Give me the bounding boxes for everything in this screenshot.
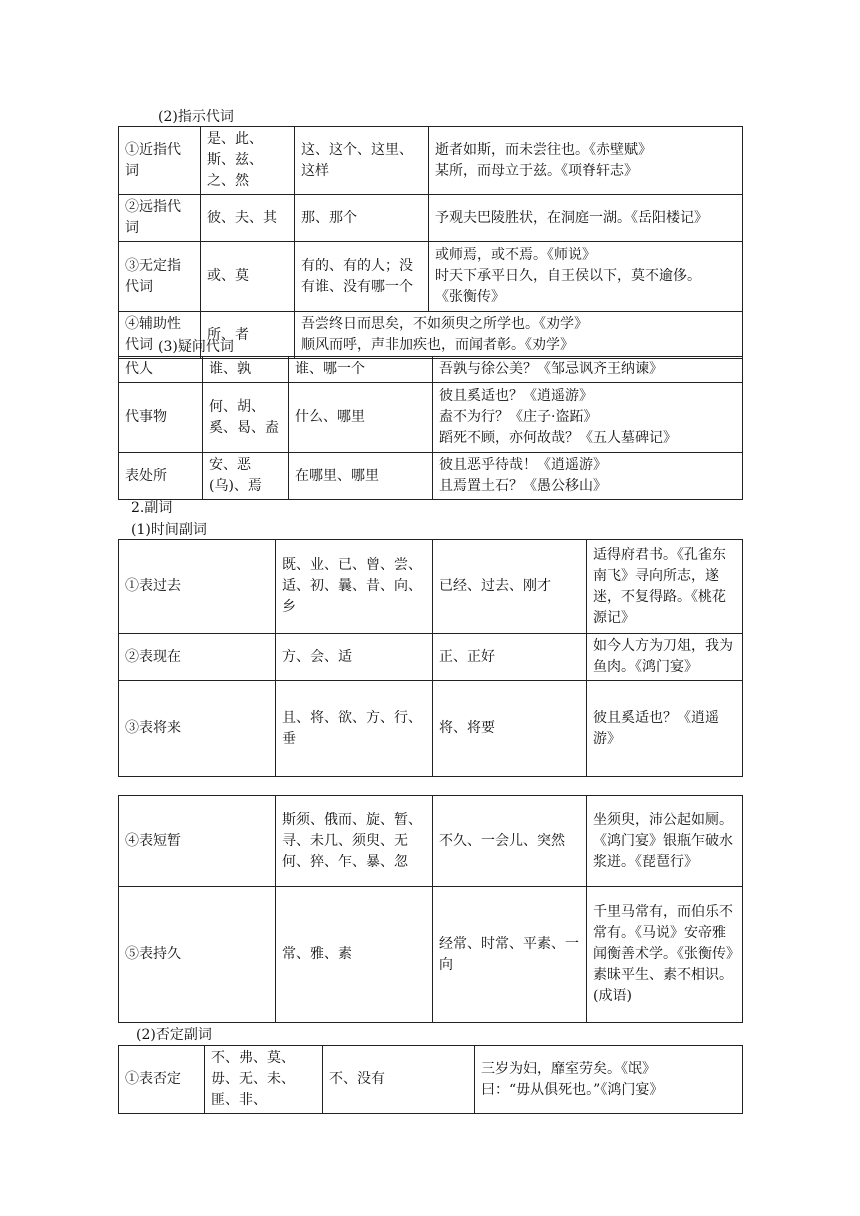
table-row (119, 1046, 743, 1114)
cell-examples: 彼且奚适也？《逍遥游》 (587, 681, 743, 777)
table-row (119, 383, 743, 453)
table-time-adverbs-part2 (118, 795, 743, 1023)
cell-examples: 坐须臾，沛公起如厕。《鸿门宴》银瓶乍破水浆迸。《琵琶行》 (587, 796, 743, 887)
cell-examples: 逝者如斯，而未尝往也。《赤壁赋》 某所，而母立于兹。《项脊轩志》 (429, 127, 743, 195)
cell-meaning: 正、正好 (433, 634, 587, 681)
cell-type: ②表现在 (119, 634, 276, 681)
cell-words: 谁、孰 (203, 357, 289, 383)
cell-words: 且、将、欲、方、行、垂 (276, 681, 433, 777)
section-heading-interrogative: (3)疑问代词 (158, 339, 234, 355)
cell-meaning: 谁、哪一个 (289, 357, 433, 383)
cell-words: 斯须、俄而、旋、暂、寻、未几、须臾、无何、猝、乍、暴、忽 (276, 796, 433, 887)
cell-meaning: 将、将要 (433, 681, 587, 777)
cell-words: 常、雅、素 (276, 887, 433, 1023)
table-interrogative-pronouns (118, 356, 743, 500)
cell-type: ①表过去 (119, 540, 276, 634)
cell-examples: 三岁为妇，靡室劳矣。《氓》 曰：“毋从俱死也。”《鸿门宴》 (475, 1046, 743, 1114)
cell-words: 安、恶(乌)、焉 (203, 453, 289, 500)
table-demonstrative-pronouns (118, 126, 743, 359)
table-row (119, 127, 743, 195)
cell-examples: 千里马常有，而伯乐不常有。《马说》安帝雅闻衡善术学。《张衡传》素昧平生、素不相识。(成语) (587, 887, 743, 1023)
cell-meaning: 不、没有 (323, 1046, 475, 1114)
cell-examples: 如今人方为刀俎，我为鱼肉。《鸿门宴》 (587, 634, 743, 681)
cell-type: ⑤表持久 (119, 887, 276, 1023)
cell-meaning: 这、这个、这里、这样 (295, 127, 429, 195)
cell-type: ④辅助性代词 (119, 312, 201, 359)
section-heading-demonstrative: (2)指示代词 (158, 109, 234, 125)
cell-meaning: 有的、有的人；没有谁、没有哪一个 (295, 242, 429, 312)
cell-meaning: 那、那个 (295, 195, 429, 242)
cell-type: 表处所 (119, 453, 203, 500)
table-row (119, 540, 743, 634)
cell-type: ④表短暂 (119, 796, 276, 887)
section-heading-negative-adverb: (2)否定副词 (136, 1027, 212, 1043)
cell-examples: 适得府君书。《孔雀东南飞》寻向所志，遂迷，不复得路。《桃花源记》 (587, 540, 743, 634)
table-row (119, 634, 743, 681)
table-time-adverbs-part1 (118, 539, 743, 777)
table-row (119, 195, 743, 242)
cell-words: 方、会、适 (276, 634, 433, 681)
cell-meaning: 已经、过去、刚才 (433, 540, 587, 634)
cell-words: 何、胡、奚、曷、盍 (203, 383, 289, 453)
cell-words: 彼、夫、其 (201, 195, 295, 242)
section-heading-time-adverb: (1)时间副词 (131, 522, 207, 538)
section-heading-adverb: 2.副词 (131, 500, 173, 516)
cell-type: ①表否定 (119, 1046, 205, 1114)
table-row (119, 453, 743, 500)
cell-meaning: 什么、哪里 (289, 383, 433, 453)
table-row (119, 357, 743, 383)
table-row (119, 887, 743, 1023)
table-row (119, 681, 743, 777)
table-row (119, 796, 743, 887)
table-negative-adverbs (118, 1045, 743, 1114)
cell-words: 不、弗、莫、毋、无、未、匪、非、 (205, 1046, 323, 1114)
cell-meaning: 在哪里、哪里 (289, 453, 433, 500)
cell-examples: 予观夫巴陵胜状，在洞庭一湖。《岳阳楼记》 (429, 195, 743, 242)
table-row (119, 242, 743, 312)
cell-examples: 彼且恶乎待哉！《逍遥游》 且焉置土石？《愚公移山》 (433, 453, 743, 500)
cell-type: ③表将来 (119, 681, 276, 777)
cell-type: ③无定指代词 (119, 242, 201, 312)
cell-examples: 彼且奚适也？《逍遥游》 盍不为行？《庄子·盗跖》 蹈死不顾，亦何故哉？《五人墓碑记》 (433, 383, 743, 453)
cell-words: 是、此、斯、兹、之、然 (201, 127, 295, 195)
cell-type: 代事物 (119, 383, 203, 453)
cell-type: 代人 (119, 357, 203, 383)
cell-meaning: 不久、一会儿、突然 (433, 796, 587, 887)
cell-examples: 吾尝终日而思矣，不如须臾之所学也。《劝学》 顺风而呼，声非加疾也，而闻者彰。《劝学》 (295, 312, 743, 359)
cell-examples: 吾孰与徐公美？《邹忌讽齐王纳谏》 (433, 357, 743, 383)
cell-examples: 或师焉，或不焉。《师说》 时天下承平日久，自王侯以下，莫不逾侈。 《张衡传》 (429, 242, 743, 312)
cell-type: ①近指代词 (119, 127, 201, 195)
cell-type: ②远指代词 (119, 195, 201, 242)
cell-words: 既、业、已、曾、尝、适、初、曩、昔、向、乡 (276, 540, 433, 634)
cell-meaning: 经常、时常、平素、一向 (433, 887, 587, 1023)
cell-words: 所、者 (201, 312, 295, 359)
cell-words: 或、莫 (201, 242, 295, 312)
